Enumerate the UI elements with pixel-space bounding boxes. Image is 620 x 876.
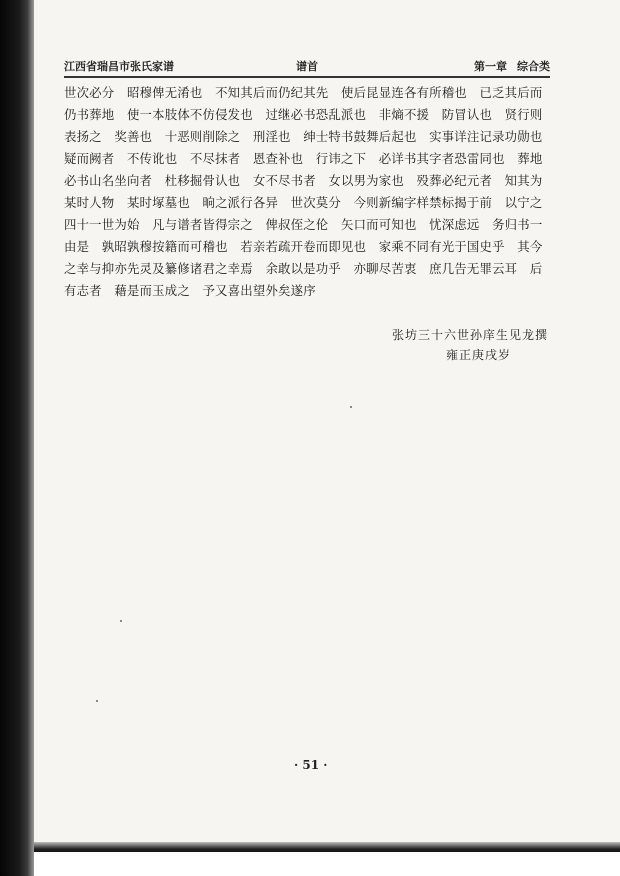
preface-body-text [64,82,554,302]
text-line: 由是 孰昭孰穆按籍而可稽也 若亲若疏开卷而即见也 家乘不同有光于国史乎 其今 [64,239,543,254]
text-line: 表扬之 奖善也 十恶则削除之 刑淫也 绅士特书鼓舞后起也 实事详注记录功勋也 [64,129,543,144]
text-line: 某时人物 某时塚墓也 晌之派行各异 世次莫分 今则新编字样禁标揭于前 以宁之 [64,195,543,210]
book-spine-shadow [0,0,34,876]
scan-speck [350,406,352,408]
header-book-title: 江西省瑞昌市张氏家谱 [64,60,174,73]
scan-speck [96,700,98,702]
running-header [64,58,550,76]
header-chapter [474,58,550,74]
text-line: 四十一世为始 凡与谱者皆得宗之 俾叔侄之伦 矢口而可知也 忧深虑远 务归书一 [64,217,543,232]
header-chapter-number: 第一章 [474,60,507,73]
page-number: · 51 · [294,758,328,772]
text-line: 有志者 藉是而玉成之 予又喜出望外矣遂序 [64,283,316,298]
header-rule [64,76,550,78]
header-section-title: 谱首 [296,60,318,73]
signature-author: 张坊三十六世孙庠生见龙撰 [392,328,549,342]
text-line: 必书山名坐向者 杜移掘骨认也 女不尽书者 女以男为家也 殁葬必纪元者 知其为 [64,173,543,188]
text-line: 仍书葬地 使一本肢体不仿侵发也 过继必书恐乱派也 非熵不援 防冒认也 贤行则 [64,107,543,122]
text-line: 之幸与抑亦先灵及纂修诸君之幸焉 余敢以是功乎 亦聊尽苦衷 庶几告无罪云耳 后 [64,261,543,276]
header-chapter-name: 综合类 [517,60,550,73]
text-line: 疑而阙者 不传讹也 不尽抹者 恩查补也 行讳之下 必详书其字者恐雷同也 葬地 [64,151,543,166]
text-line: 世次必分 昭穆俾无淆也 不知其后而仍纪其先 使后昆显连各有所稽也 已乏其后而 [64,85,543,100]
scan-speck [120,620,122,622]
signature-date: 雍正庚戌岁 [446,348,512,362]
page-bottom-shadow [34,842,620,852]
